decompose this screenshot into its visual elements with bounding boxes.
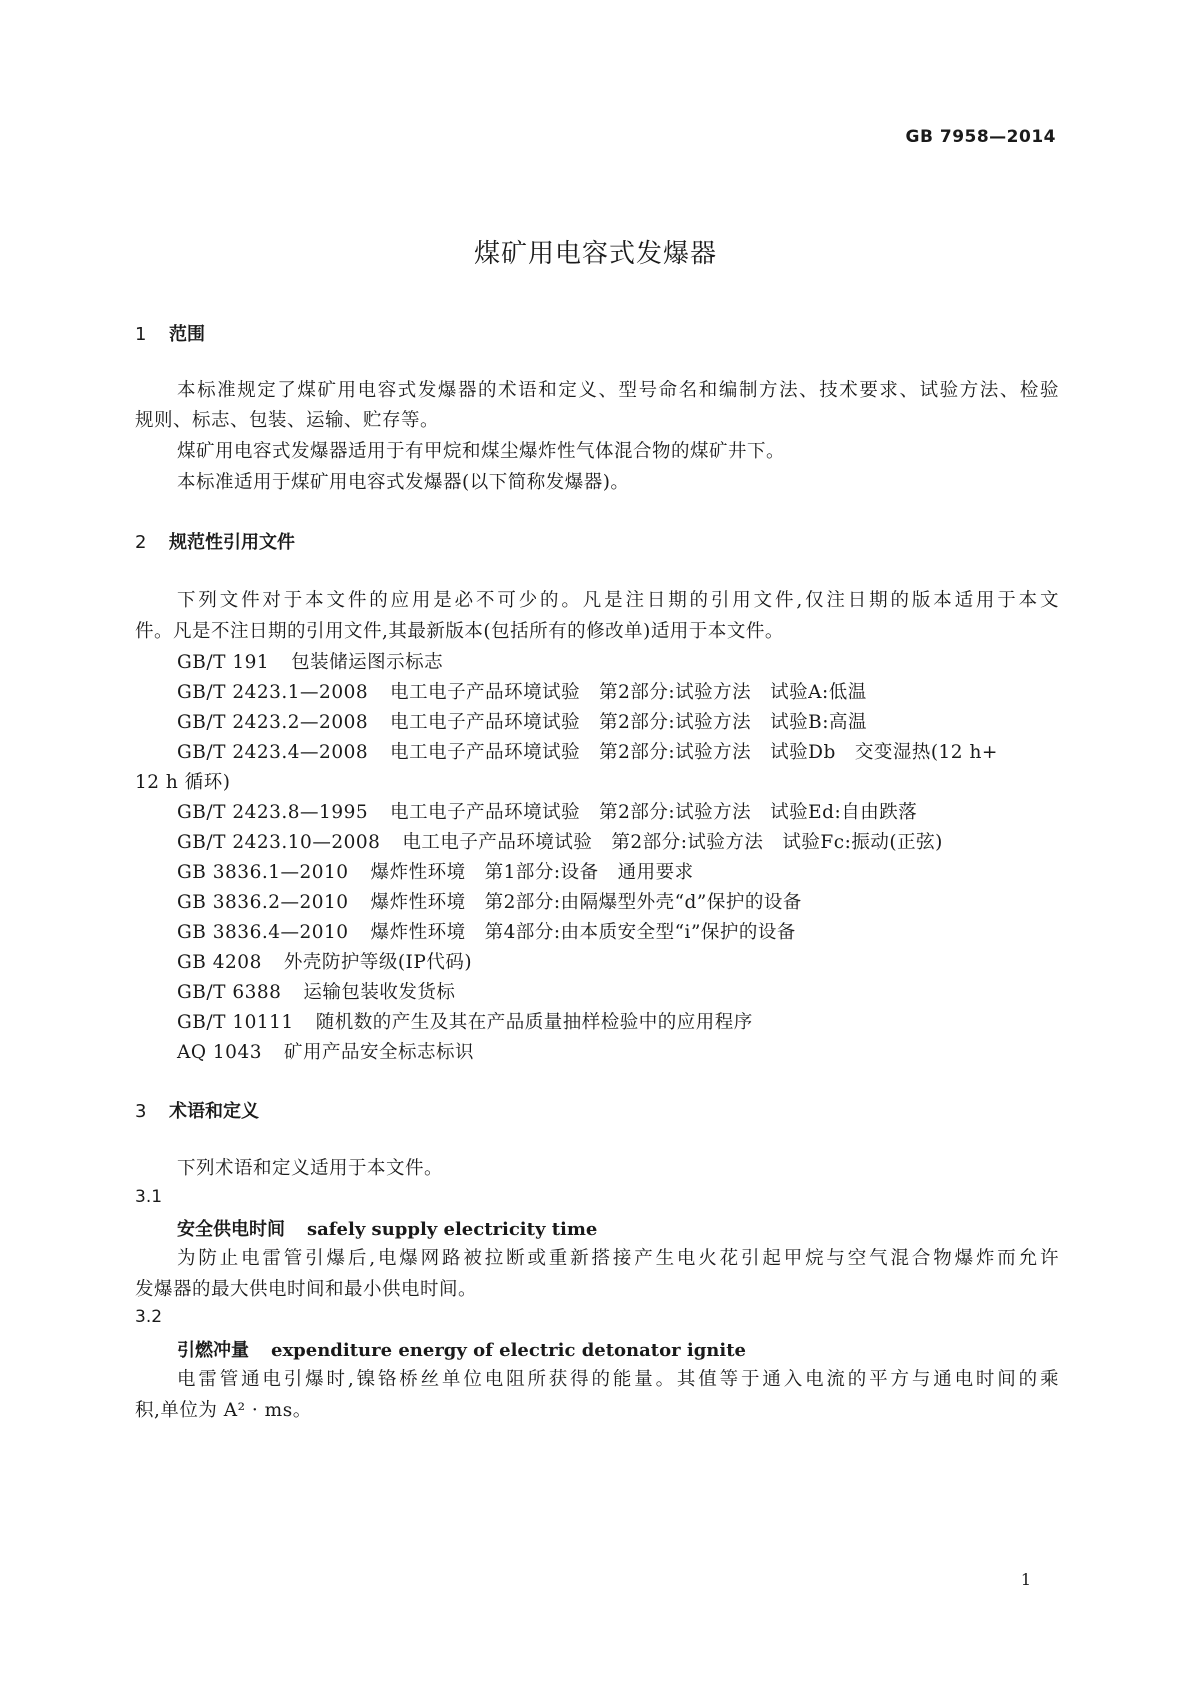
term-definition-continuation: 发爆器的最大供电时间和最小供电时间。 <box>135 1279 478 1300</box>
reference-item <box>177 858 694 884</box>
reference-title: 随机数的产生及其在产品质量抽样检验中的应用程序 <box>315 1012 753 1033</box>
reference-code: GB/T 2423.1—2008 <box>177 682 369 703</box>
paragraph-continuation: 件。凡是不注日期的引用文件,其最新版本(包括所有的修改单)适用于本文件。 <box>135 621 784 642</box>
term-heading <box>177 1215 597 1241</box>
section-number: 1 <box>135 324 147 345</box>
paragraph-continuation: 规则、标志、包装、运输、贮存等。 <box>135 410 440 431</box>
reference-code: GB 3836.4—2010 <box>177 922 349 943</box>
term-definition: 为防止电雷管引爆后,电爆网路被拉断或重新搭接产生电火花引起甲烷与空气混合物爆炸而允许 <box>177 1248 1059 1269</box>
paragraph: 本标准规定了煤矿用电容式发爆器的术语和定义、型号命名和编制方法、技术要求、试验方法、检验 <box>177 380 1059 401</box>
reference-title: 外壳防护等级(IP代码) <box>283 952 473 973</box>
reference-item <box>177 978 455 1004</box>
reference-item <box>177 1038 474 1064</box>
reference-item <box>177 738 998 764</box>
reference-item <box>177 918 796 944</box>
reference-item <box>177 888 802 914</box>
reference-title: 电工电子产品环境试验 第2部分:试验方法 试验Ed:自由跌落 <box>390 802 918 823</box>
section-3-heading <box>135 1097 259 1123</box>
reference-code: GB 3836.2—2010 <box>177 892 349 913</box>
reference-title: 爆炸性环境 第1部分:设备 通用要求 <box>370 862 694 883</box>
term-number: 3.2 <box>135 1307 163 1327</box>
term-zh: 引燃冲量 <box>177 1340 249 1361</box>
reference-title: 矿用产品安全标志标识 <box>284 1042 475 1063</box>
reference-item <box>177 708 867 734</box>
reference-item <box>177 678 867 704</box>
reference-item <box>177 948 472 974</box>
section-number: 2 <box>135 532 147 553</box>
reference-item <box>177 648 443 674</box>
paragraph: 下列文件对于本文件的应用是必不可少的。凡是注日期的引用文件,仅注日期的版本适用于本文 <box>177 590 1059 611</box>
term-definition-continuation: 积,单位为 A² · ms。 <box>135 1400 312 1421</box>
reference-code: GB/T 191 <box>177 652 270 673</box>
reference-item <box>177 798 917 824</box>
reference-code: GB/T 2423.4—2008 <box>177 742 369 763</box>
reference-code: GB/T 6388 <box>177 982 282 1003</box>
section-title: 规范性引用文件 <box>169 532 295 553</box>
section-title: 术语和定义 <box>169 1101 259 1122</box>
reference-title: 电工电子产品环境试验 第2部分:试验方法 试验Db 交变湿热(12 h+ <box>390 742 998 763</box>
reference-item <box>177 1008 753 1034</box>
reference-code: AQ 1043 <box>177 1042 262 1063</box>
reference-title: 电工电子产品环境试验 第2部分:试验方法 试验Fc:振动(正弦) <box>402 832 943 853</box>
term-en: safely supply electricity time <box>307 1219 598 1240</box>
reference-code: GB 3836.1—2010 <box>177 862 349 883</box>
section-2-heading <box>135 528 295 554</box>
term-definition: 电雷管通电引爆时,镍铬桥丝单位电阻所获得的能量。其值等于通入电流的平方与通电时间的乘 <box>177 1369 1059 1390</box>
document-title: 煤矿用电容式发爆器 <box>473 239 717 269</box>
paragraph: 本标准适用于煤矿用电容式发爆器(以下简称发爆器)。 <box>177 472 630 493</box>
term-en: expenditure energy of electric detonator ignite <box>271 1340 746 1361</box>
reference-title: 电工电子产品环境试验 第2部分:试验方法 试验A:低温 <box>390 682 867 703</box>
reference-title: 运输包装收发货标 <box>303 982 456 1003</box>
term-zh: 安全供电时间 <box>177 1219 285 1240</box>
term-number: 3.1 <box>135 1187 163 1207</box>
reference-title: 爆炸性环境 第4部分:由本质安全型“i”保护的设备 <box>370 922 796 943</box>
section-number: 3 <box>135 1101 147 1122</box>
reference-item <box>177 828 943 854</box>
reference-code: GB/T 2423.2—2008 <box>177 712 369 733</box>
term-heading <box>177 1336 746 1362</box>
reference-continuation: 12 h 循环) <box>135 772 231 793</box>
reference-code: GB/T 10111 <box>177 1012 294 1033</box>
reference-code: GB/T 2423.10—2008 <box>177 832 381 853</box>
reference-code: GB 4208 <box>177 952 262 973</box>
paragraph: 煤矿用电容式发爆器适用于有甲烷和煤尘爆炸性气体混合物的煤矿井下。 <box>177 441 786 462</box>
paragraph: 下列术语和定义适用于本文件。 <box>177 1158 444 1179</box>
section-title: 范围 <box>169 324 205 345</box>
reference-title: 爆炸性环境 第2部分:由隔爆型外壳“d”保护的设备 <box>370 892 802 913</box>
standard-number: GB 7958—2014 <box>905 127 1056 147</box>
section-1-heading <box>135 320 205 346</box>
reference-title: 电工电子产品环境试验 第2部分:试验方法 试验B:高温 <box>390 712 867 733</box>
page-number: 1 <box>1020 1570 1031 1589</box>
reference-title: 包装储运图示标志 <box>291 652 444 673</box>
reference-code: GB/T 2423.8—1995 <box>177 802 369 823</box>
